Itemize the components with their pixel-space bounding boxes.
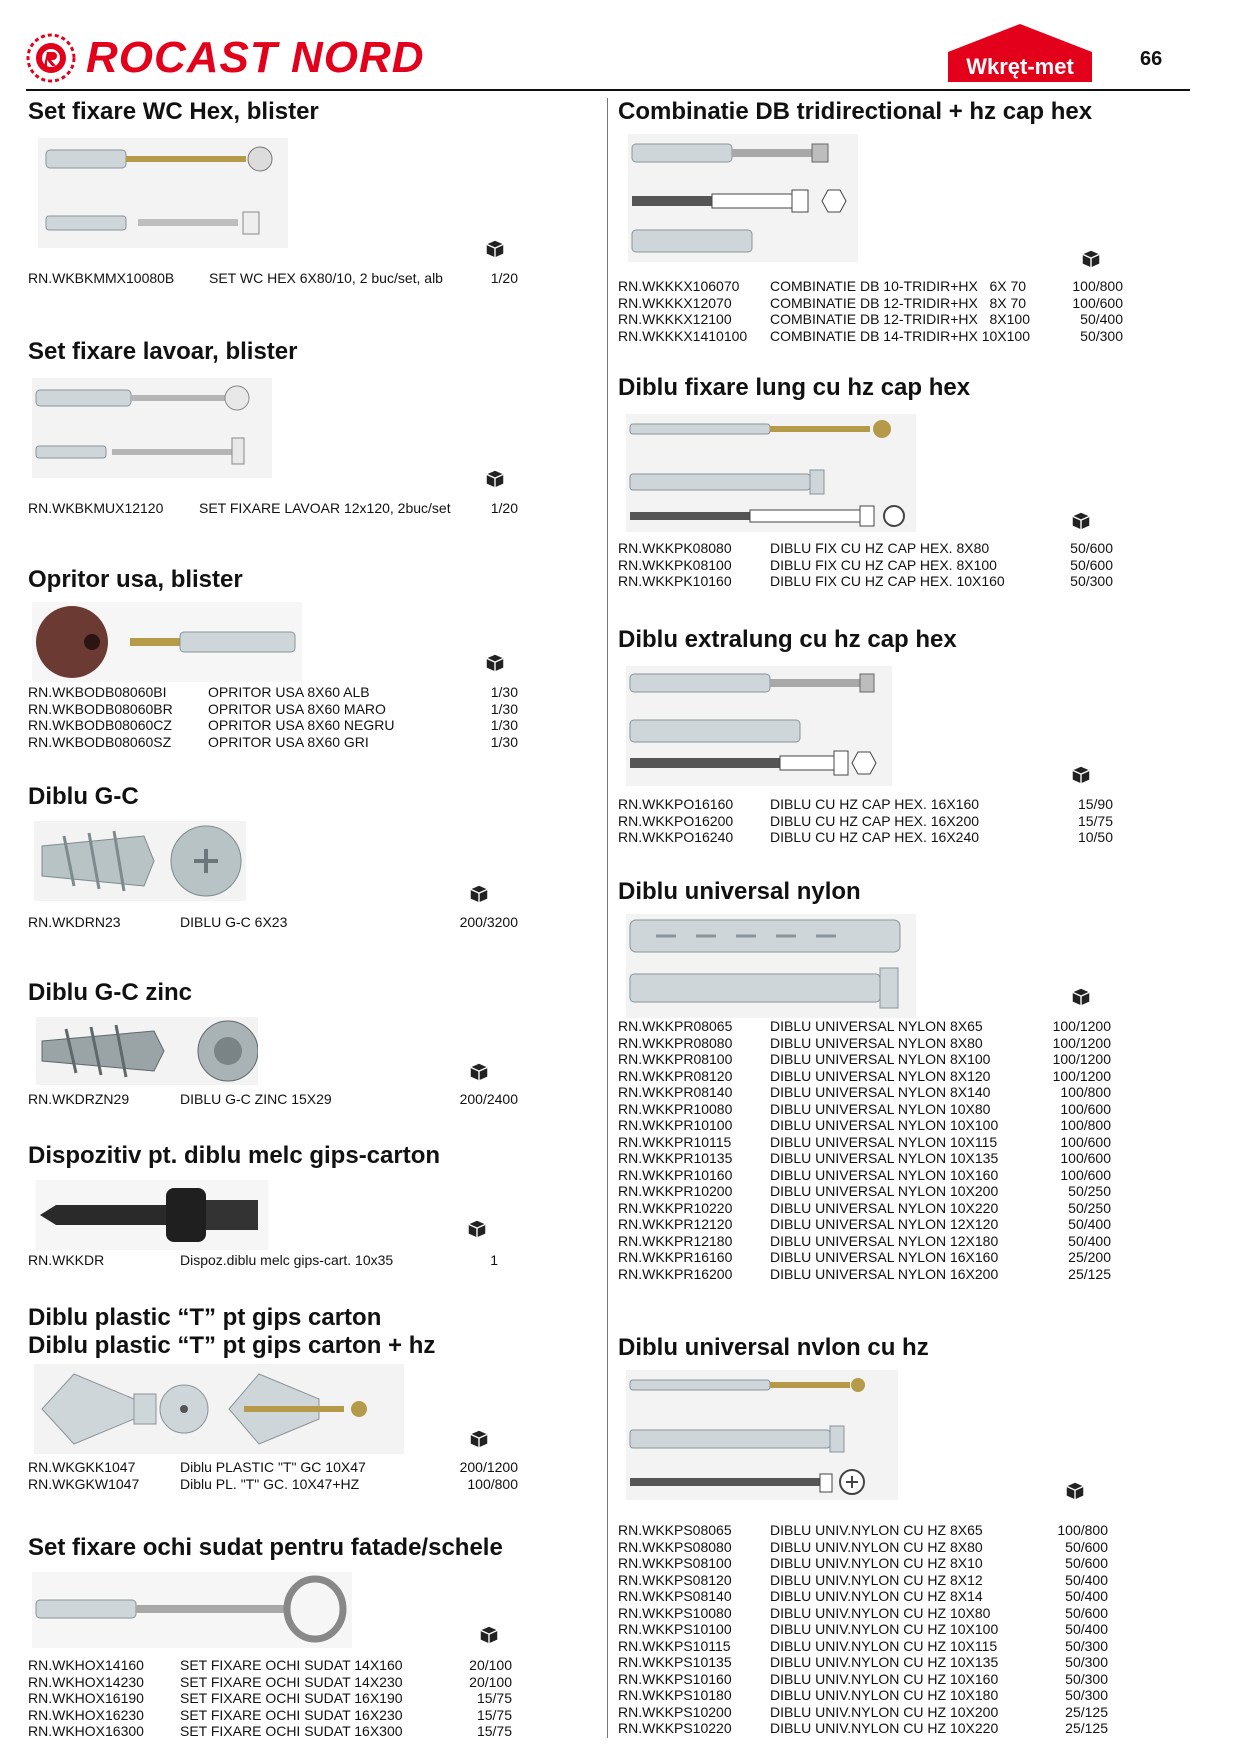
product-name: DIBLU UNIVERSAL NYLON 10X80 [770, 1100, 991, 1117]
product-code: RN.WKKPK08080 [618, 540, 732, 556]
company-name: ROCAST NORD [86, 33, 425, 82]
table-row [618, 1216, 1111, 1233]
product-code: RN.WKKKX106070 [618, 278, 740, 294]
product-qty: 15/75 [476, 1723, 512, 1739]
section-title: Diblu universal nvlon cu hz [618, 1334, 929, 1361]
table-row [618, 1704, 1108, 1721]
product-code: RN.WKKPS08140 [618, 1588, 732, 1604]
product-code: RN.WKKPS10200 [618, 1703, 732, 1720]
product-code: RN.WKKPR08120 [618, 1067, 733, 1084]
product-code: RN.WKKPS10160 [618, 1670, 732, 1687]
product-name: OPRITOR USA 8X60 NEGRU [208, 717, 395, 733]
product-name: COMBINATIE DB 12-TRIDIR+HX 8X 70 [770, 294, 1027, 311]
product-code: RN.WKKPS08100 [618, 1555, 732, 1571]
product-name: DIBLU UNIV.NYLON CU HZ 8X80 [770, 1538, 983, 1555]
product-name: Dispoz.diblu melc gips-cart. 10x35 [180, 1252, 394, 1268]
product-code: RN.WKDRZN29 [28, 1091, 130, 1107]
product-code: RN.WKKPS10080 [618, 1604, 732, 1621]
product-section-diblu-universal-nylon [618, 878, 1130, 1288]
table-row [618, 278, 1123, 295]
product-name: DIBLU UNIV.NYLON CU HZ 8X14 [770, 1588, 983, 1604]
product-rows [28, 500, 518, 517]
product-code: RN.WKKPS08065 [618, 1522, 732, 1538]
product-image [36, 1017, 258, 1085]
product-code: RN.WKBODB08060BI [28, 684, 167, 700]
table-row [618, 328, 1123, 345]
product-rows [28, 1657, 512, 1740]
table-row [28, 717, 518, 734]
product-image [628, 134, 858, 262]
product-name: COMBINATIE DB 10-TRIDIR+HX 6X 70 [770, 278, 1027, 294]
product-qty: 200/1200 [459, 1459, 518, 1475]
product-name: Diblu PL. "T" GC. 10X47+HZ [180, 1475, 360, 1492]
product-qty: 50/300 [1070, 573, 1113, 589]
product-qty: 100/800 [1057, 1522, 1108, 1538]
table-row [28, 914, 518, 931]
product-qty: 15/75 [476, 1690, 512, 1706]
product-section-diblu-gc-zinc [28, 979, 518, 1107]
product-qty: 10/50 [1077, 829, 1113, 845]
table-row [28, 1690, 512, 1707]
table-row [618, 1572, 1108, 1589]
section-title: Set fixare ochi sudat pentru fatade/schele [28, 1534, 503, 1561]
section-subtitle: Diblu plastic “T” pt gips carton + hz [28, 1332, 436, 1359]
table-row [618, 1249, 1111, 1266]
product-section-dispozitiv [28, 1142, 518, 1272]
table-row [618, 1084, 1111, 1101]
product-code: RN.WKKPR10115 [618, 1133, 732, 1150]
product-qty: 1/30 [490, 717, 518, 733]
column-divider [607, 98, 608, 1738]
product-name: COMBINATIE DB 14-TRIDIR+HX 10X100 [770, 327, 1030, 344]
product-qty: 50/600 [1065, 1538, 1108, 1555]
table-row [28, 1476, 518, 1493]
product-qty: 50/400 [1065, 1571, 1108, 1588]
table-row [618, 1720, 1108, 1737]
product-section-diblu-fixare-lung [618, 374, 1130, 594]
section-title: Diblu universal nylon [618, 878, 861, 905]
table-row [618, 1200, 1111, 1217]
section-title: Diblu plastic “T” pt gips carton [28, 1304, 382, 1331]
package-box-icon [1080, 248, 1102, 270]
product-code: RN.WKKPR10200 [618, 1183, 733, 1199]
product-qty: 20/100 [469, 1657, 512, 1673]
product-qty: 1/30 [490, 700, 518, 717]
product-code: RN.WKKPK08100 [618, 556, 732, 573]
product-qty: 1/30 [490, 733, 518, 750]
product-name: DIBLU UNIV.NYLON CU HZ 8X65 [770, 1522, 983, 1538]
product-qty: 15/75 [1077, 812, 1113, 829]
page-header [0, 0, 1240, 92]
product-qty: 100/600 [1072, 294, 1123, 311]
package-box-icon [468, 1428, 490, 1450]
table-row [618, 1051, 1111, 1068]
header-divider [26, 89, 1190, 91]
product-qty: 100/800 [1060, 1117, 1111, 1133]
product-name: DIBLU UNIVERSAL NYLON 16X160 [770, 1249, 999, 1265]
product-name: SET FIXARE LAVOAR 12x120, 2buc/set [199, 500, 451, 516]
product-qty: 100/600 [1060, 1133, 1111, 1150]
table-row [618, 1605, 1108, 1622]
table-row [28, 1252, 518, 1269]
section-title: Diblu extralung cu hz cap hex [618, 626, 957, 653]
product-section-wc-hex [28, 98, 518, 288]
product-image [626, 414, 916, 532]
product-name: DIBLU UNIVERSAL NYLON 10X160 [770, 1166, 999, 1183]
table-row [618, 1117, 1111, 1134]
product-code: RN.WKBKMUX12120 [28, 500, 164, 516]
product-qty: 100/600 [1060, 1166, 1111, 1183]
product-code: RN.WKKPR16200 [618, 1265, 733, 1282]
product-qty: 1/20 [490, 500, 518, 516]
product-code: RN.WKKPR12120 [618, 1216, 733, 1232]
product-qty: 50/400 [1068, 1232, 1111, 1249]
product-code: RN.WKBKMMX10080B [28, 270, 175, 286]
product-code: RN.WKKPR10220 [618, 1199, 733, 1216]
product-qty: 25/125 [1065, 1720, 1108, 1736]
product-section-ochi-sudat [28, 1534, 528, 1744]
section-title: Diblu G-C zinc [28, 979, 192, 1006]
product-code: RN.WKKPR16160 [618, 1249, 733, 1265]
product-name: DIBLU UNIVERSAL NYLON 12X120 [770, 1216, 999, 1232]
product-name: DIBLU UNIV.NYLON CU HZ 10X135 [770, 1654, 999, 1670]
table-row [618, 1018, 1111, 1035]
product-code: RN.WKHOX14230 [28, 1673, 144, 1690]
product-name: DIBLU UNIVERSAL NYLON 8X65 [770, 1018, 983, 1034]
product-qty: 50/300 [1065, 1637, 1108, 1654]
product-rows [28, 270, 518, 287]
table-row [28, 734, 518, 751]
product-name: DIBLU G-C 6X23 [180, 914, 288, 930]
product-name: DIBLU UNIV.NYLON CU HZ 10X180 [770, 1687, 999, 1703]
table-row [28, 1091, 518, 1108]
table-row [28, 684, 518, 701]
table-row [618, 796, 1113, 813]
product-rows [618, 278, 1123, 344]
product-qty: 100/600 [1060, 1100, 1111, 1117]
table-row [618, 1167, 1111, 1184]
product-qty: 50/600 [1065, 1604, 1108, 1621]
product-code: RN.WKKPR10100 [618, 1117, 733, 1133]
table-row [618, 1671, 1108, 1688]
table-row [28, 1707, 512, 1724]
product-name: DIBLU UNIVERSAL NYLON 8X140 [770, 1084, 991, 1100]
product-name: DIBLU UNIV.NYLON CU HZ 8X10 [770, 1555, 983, 1571]
product-section-diblu-gc [28, 783, 518, 933]
product-code: RN.WKHOX16190 [28, 1690, 144, 1706]
product-code: RN.WKHOX16300 [28, 1723, 144, 1739]
product-qty: 50/400 [1065, 1621, 1108, 1637]
brand-name: Wkręt-met [966, 54, 1074, 79]
product-code: RN.WKKKX12100 [618, 311, 732, 327]
product-qty: 50/250 [1068, 1199, 1111, 1216]
product-qty: 50/600 [1065, 1555, 1108, 1571]
product-image [626, 1370, 898, 1500]
product-name: DIBLU CU HZ CAP HEX. 16X200 [770, 812, 980, 829]
product-code: RN.WKDRN23 [28, 914, 121, 930]
package-box-icon [478, 1624, 500, 1646]
product-name: OPRITOR USA 8X60 GRI [208, 733, 369, 750]
table-row [28, 270, 518, 287]
product-code: RN.WKKPS10115 [618, 1637, 731, 1654]
product-code: RN.WKHOX16230 [28, 1706, 144, 1723]
product-code: RN.WKBODB08060SZ [28, 733, 172, 750]
product-name: DIBLU FIX CU HZ CAP HEX. 8X100 [770, 556, 997, 573]
table-row [618, 557, 1113, 574]
product-name: DIBLU UNIVERSAL NYLON 10X200 [770, 1183, 999, 1199]
company-logo [26, 34, 425, 82]
product-name: COMBINATIE DB 12-TRIDIR+HX 8X100 [770, 311, 1030, 327]
product-code: RN.WKKPS08080 [618, 1538, 732, 1555]
table-row [618, 1638, 1108, 1655]
product-image [34, 821, 246, 901]
product-qty: 100/800 [1060, 1084, 1111, 1100]
product-code: RN.WKBODB08060BR [28, 700, 173, 717]
product-qty: 15/75 [476, 1706, 512, 1723]
product-section-diblu-universal-nylon-hz [618, 1334, 1130, 1739]
table-row [618, 1539, 1108, 1556]
product-qty: 50/400 [1080, 311, 1123, 327]
product-code: RN.WKKPR12180 [618, 1232, 733, 1249]
table-row [618, 573, 1113, 590]
product-qty: 1 [490, 1252, 498, 1268]
package-box-icon [468, 883, 490, 905]
table-row [618, 813, 1113, 830]
product-name: DIBLU UNIVERSAL NYLON 16X200 [770, 1265, 999, 1282]
table-row [618, 1555, 1108, 1572]
product-name: DIBLU UNIVERSAL NYLON 10X115 [770, 1133, 998, 1150]
package-box-icon [1064, 1480, 1086, 1502]
package-box-icon [466, 1218, 488, 1240]
product-qty: 25/200 [1068, 1249, 1111, 1265]
product-qty: 25/125 [1068, 1265, 1111, 1282]
product-code: RN.WKKPR08100 [618, 1051, 733, 1067]
product-rows [28, 914, 518, 931]
product-name: SET FIXARE OCHI SUDAT 14X160 [180, 1657, 403, 1673]
product-code: RN.WKKPS10180 [618, 1687, 732, 1703]
product-qty: 50/250 [1068, 1183, 1111, 1199]
product-code: RN.WKKPR10160 [618, 1166, 733, 1183]
table-row [28, 1459, 518, 1476]
product-section-diblu-t [28, 1304, 518, 1492]
product-qty: 20/100 [469, 1673, 512, 1690]
table-row [618, 1233, 1111, 1250]
product-code: RN.WKKPS10220 [618, 1720, 732, 1736]
table-row [618, 1687, 1108, 1704]
product-rows [28, 1091, 518, 1108]
package-box-icon [484, 652, 506, 674]
product-qty: 50/600 [1070, 540, 1113, 556]
table-row [618, 1150, 1111, 1167]
product-qty: 50/300 [1065, 1654, 1108, 1670]
table-row [618, 1266, 1111, 1283]
product-image [32, 602, 302, 682]
product-name: DIBLU UNIVERSAL NYLON 10X100 [770, 1117, 999, 1133]
product-rows [28, 1459, 518, 1492]
table-row [618, 311, 1123, 328]
product-qty: 100/800 [1072, 278, 1123, 294]
product-name: DIBLU UNIVERSAL NYLON 8X100 [770, 1051, 991, 1067]
product-name: SET FIXARE OCHI SUDAT 14X230 [180, 1673, 403, 1690]
table-row [28, 500, 518, 517]
product-rows [618, 1522, 1108, 1737]
product-name: DIBLU UNIVERSAL NYLON 10X220 [770, 1199, 999, 1216]
product-name: DIBLU CU HZ CAP HEX. 16X240 [770, 829, 980, 845]
product-name: DIBLU UNIV.NYLON CU HZ 10X80 [770, 1604, 991, 1621]
product-image [32, 1572, 352, 1648]
product-code: RN.WKKKX1410100 [618, 327, 748, 344]
table-row [618, 1101, 1111, 1118]
product-qty: 50/300 [1080, 327, 1123, 344]
product-image [32, 378, 272, 478]
product-code: RN.WKKPR08140 [618, 1084, 733, 1100]
section-title: Diblu fixare lung cu hz cap hex [618, 374, 971, 401]
product-name: SET FIXARE OCHI SUDAT 16X190 [180, 1690, 403, 1706]
product-qty: 100/800 [467, 1475, 518, 1492]
product-qty: 50/600 [1070, 556, 1113, 573]
table-row [618, 1183, 1111, 1200]
table-row [618, 1068, 1111, 1085]
table-row [618, 1654, 1108, 1671]
product-qty: 100/1200 [1052, 1018, 1111, 1034]
product-code: RN.WKGKK1047 [28, 1459, 136, 1475]
product-qty: 50/300 [1065, 1670, 1108, 1687]
product-qty: 25/125 [1065, 1703, 1108, 1720]
package-box-icon [468, 1061, 490, 1083]
product-name: DIBLU UNIV.NYLON CU HZ 10X160 [770, 1670, 999, 1687]
product-code: RN.WKKPO16240 [618, 829, 734, 845]
rocast-emblem-icon [26, 33, 76, 83]
product-code: RN.WKKPO16200 [618, 812, 734, 829]
product-name: DIBLU FIX CU HZ CAP HEX. 8X80 [770, 540, 990, 556]
product-image [34, 1364, 404, 1454]
product-section-diblu-extralung [618, 626, 1130, 846]
product-image [36, 1180, 268, 1250]
product-rows [618, 540, 1113, 590]
product-code: RN.WKGKW1047 [28, 1475, 140, 1492]
product-rows [618, 1018, 1111, 1282]
table-row [28, 1657, 512, 1674]
product-name: OPRITOR USA 8X60 ALB [208, 684, 370, 700]
table-row [28, 701, 518, 718]
product-code: RN.WKKPK10160 [618, 573, 732, 589]
product-section-combinatie-db [618, 98, 1130, 348]
product-code: RN.WKKKX12070 [618, 294, 732, 311]
product-code: RN.WKKPO16160 [618, 796, 734, 812]
product-name: DIBLU G-C ZINC 15X29 [180, 1091, 332, 1107]
product-code: RN.WKKPS10100 [618, 1621, 732, 1637]
product-qty: 100/1200 [1052, 1067, 1111, 1084]
product-name: DIBLU UNIV.NYLON CU HZ 10X115 [770, 1637, 998, 1654]
package-box-icon [1070, 510, 1092, 532]
product-section-opritor-usa [28, 566, 518, 756]
product-qty: 50/300 [1065, 1687, 1108, 1703]
product-name: DIBLU CU HZ CAP HEX. 16X160 [770, 796, 980, 812]
section-title: Set fixare lavoar, blister [28, 338, 298, 365]
product-code: RN.WKKDR [28, 1252, 105, 1268]
product-qty: 50/400 [1068, 1216, 1111, 1232]
package-box-icon [1070, 986, 1092, 1008]
product-code: RN.WKBODB08060CZ [28, 717, 172, 733]
product-name: DIBLU UNIV.NYLON CU HZ 8X12 [770, 1571, 983, 1588]
table-row [28, 1723, 512, 1740]
package-box-icon [484, 468, 506, 490]
product-rows [618, 796, 1113, 846]
table-row [28, 1674, 512, 1691]
product-code: RN.WKKPS10135 [618, 1654, 732, 1670]
product-qty: 15/90 [1077, 796, 1113, 812]
package-box-icon [1070, 764, 1092, 786]
product-name: DIBLU UNIVERSAL NYLON 12X180 [770, 1232, 999, 1249]
table-row [618, 540, 1113, 557]
product-qty: 50/400 [1065, 1588, 1108, 1604]
product-section-lavoar [28, 338, 518, 518]
section-title: Dispozitiv pt. diblu melc gips-carton [28, 1142, 441, 1169]
product-qty: 100/1200 [1052, 1034, 1111, 1051]
product-image [626, 666, 892, 786]
product-name: DIBLU UNIV.NYLON CU HZ 10X100 [770, 1621, 999, 1637]
product-qty: 100/600 [1060, 1150, 1111, 1166]
product-name: SET WC HEX 6X80/10, 2 buc/set, alb [209, 270, 443, 286]
product-name: DIBLU UNIVERSAL NYLON 10X135 [770, 1150, 999, 1166]
section-title: Opritor usa, blister [28, 566, 243, 593]
product-code: RN.WKKPR10080 [618, 1100, 733, 1117]
page-number: 66 [1140, 48, 1163, 70]
brand-badge [944, 22, 1096, 84]
table-row [618, 295, 1123, 312]
section-title: Combinatie DB tridirectional + hz cap hex [618, 98, 1093, 125]
section-title: Diblu G-C [28, 783, 139, 810]
package-box-icon [484, 238, 506, 260]
product-qty: 1/20 [490, 270, 518, 286]
table-row [618, 1035, 1111, 1052]
product-name: DIBLU UNIVERSAL NYLON 8X80 [770, 1034, 983, 1051]
product-rows [28, 1252, 518, 1269]
product-qty: 200/2400 [459, 1091, 518, 1107]
product-name: Diblu PLASTIC "T" GC 10X47 [180, 1459, 366, 1475]
product-name: DIBLU UNIV.NYLON CU HZ 10X200 [770, 1703, 999, 1720]
product-code: RN.WKKPR08065 [618, 1018, 733, 1034]
table-row [618, 1522, 1108, 1539]
product-code: RN.WKHOX14160 [28, 1657, 144, 1673]
product-name: SET FIXARE OCHI SUDAT 16X300 [180, 1723, 403, 1739]
product-code: RN.WKKPR08080 [618, 1034, 733, 1051]
product-rows [28, 684, 518, 750]
section-title: Set fixare WC Hex, blister [28, 98, 319, 125]
table-row [618, 829, 1113, 846]
product-code: RN.WKKPS08120 [618, 1571, 732, 1588]
product-qty: 200/3200 [459, 914, 518, 930]
product-name: SET FIXARE OCHI SUDAT 16X230 [180, 1706, 403, 1723]
table-row [618, 1621, 1108, 1638]
product-name: OPRITOR USA 8X60 MARO [208, 700, 386, 717]
product-image [38, 138, 288, 248]
product-qty: 100/1200 [1052, 1051, 1111, 1067]
product-name: DIBLU UNIVERSAL NYLON 8X120 [770, 1067, 991, 1084]
product-code: RN.WKKPR10135 [618, 1150, 733, 1166]
product-image [626, 914, 916, 1018]
product-name: DIBLU FIX CU HZ CAP HEX. 10X160 [770, 573, 1005, 589]
product-qty: 1/30 [490, 684, 518, 700]
table-row [618, 1588, 1108, 1605]
product-name: DIBLU UNIV.NYLON CU HZ 10X220 [770, 1720, 999, 1736]
table-row [618, 1134, 1111, 1151]
